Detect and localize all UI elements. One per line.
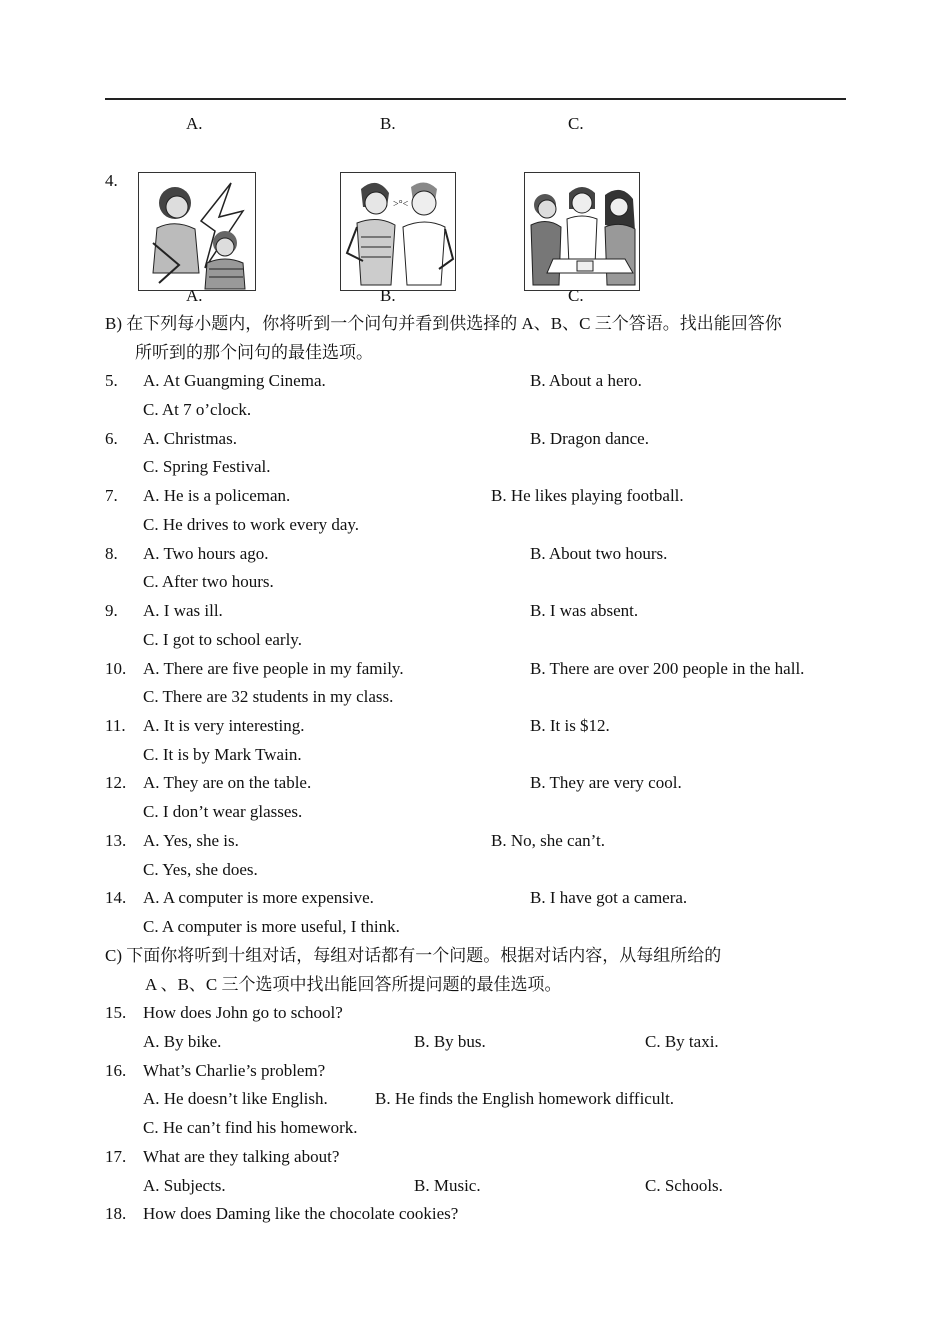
header-rule	[105, 98, 846, 100]
q4-picture-b	[340, 172, 456, 291]
section-b-heading	[105, 309, 850, 367]
section-b-title-line2: 所听到的那个问句的最佳选项。	[135, 343, 373, 362]
q17-option-b: B. Music.	[414, 1176, 481, 1195]
q6-option-a: A. Christmas.	[143, 429, 237, 448]
q5-option-c: C. At 7 o’clock.	[143, 400, 252, 419]
q7-number: 7.	[105, 486, 118, 505]
q6-number: 6.	[105, 429, 118, 448]
q9-number: 9.	[105, 601, 118, 620]
arguing-illustration	[341, 173, 455, 290]
q12-option-a: A. They are on the table.	[143, 773, 312, 792]
q15-option-b: B. By bus.	[414, 1032, 486, 1051]
q14-option-b: B. I have got a camera.	[530, 888, 688, 907]
q10-option-c: C. There are 32 students in my class.	[143, 687, 394, 706]
q16-option-a: A. He doesn’t like English.	[143, 1089, 328, 1108]
q8-option-b: B. About two hours.	[530, 544, 668, 563]
q11-option-a: A. It is very interesting.	[143, 716, 305, 735]
group-chat-illustration	[525, 173, 639, 290]
q3-label-c: C.	[568, 114, 584, 133]
q15-option-c: C. By taxi.	[645, 1032, 719, 1051]
q13-option-c: C. Yes, she does.	[143, 860, 258, 879]
q11-option-b: B. It is $12.	[530, 716, 610, 735]
q17-option-a: A. Subjects.	[143, 1176, 226, 1195]
q7-option-c: C. He drives to work every day.	[143, 515, 360, 534]
section-b-title-line1: B) 在下列每小题内，你将听到一个问句并看到供选择的 A、B、C 三个答语。找出能回答你	[105, 314, 782, 333]
q6-option-c: C. Spring Festival.	[143, 457, 271, 476]
q5-option-a: A. At Guangming Cinema.	[143, 371, 326, 390]
q13-number: 13.	[105, 831, 127, 850]
q17-number: 17.	[105, 1147, 127, 1166]
q16-option-c: C. He can’t find his homework.	[143, 1118, 358, 1137]
q11-option-c: C. It is by Mark Twain.	[143, 745, 302, 764]
q9-option-b: B. I was absent.	[530, 601, 639, 620]
section-c-title-line2: A 、B、C 三个选项中找出能回答所提问题的最佳选项。	[145, 975, 562, 994]
q7-option-a: A. He is a policeman.	[143, 486, 291, 505]
q4-label-c: C.	[568, 286, 584, 305]
q8-number: 8.	[105, 544, 118, 563]
q5-number: 5.	[105, 371, 118, 390]
q14-option-c: C. A computer is more useful, I think.	[143, 917, 400, 936]
q15-option-a: A. By bike.	[143, 1032, 222, 1051]
q4-picture-c	[524, 172, 640, 291]
q8-option-a: A. Two hours ago.	[143, 544, 269, 563]
q10-option-b: B. There are over 200 people in the hall.	[530, 659, 805, 678]
q4-label-b: B.	[380, 286, 396, 305]
q13-option-a: A. Yes, she is.	[143, 831, 239, 850]
q17-option-c: C. Schools.	[645, 1176, 723, 1195]
q9-option-c: C. I got to school early.	[143, 630, 302, 649]
q5-option-b: B. About a hero.	[530, 371, 642, 390]
q17-question: What are they talking about?	[143, 1147, 340, 1166]
phone-call-illustration	[139, 173, 255, 290]
q4-number: 4.	[105, 171, 118, 190]
q15-question: How does John go to school?	[143, 1003, 343, 1022]
q11-number: 11.	[105, 716, 126, 735]
q4-picture-a	[138, 172, 256, 291]
q16-option-b: B. He finds the English homework difficult.	[375, 1089, 675, 1108]
section-c-title-line1: C) 下面你将听到十组对话，每组对话都有一个问题。根据对话内容，从每组所给的	[105, 946, 722, 965]
q16-question: What’s Charlie’s problem?	[143, 1061, 326, 1080]
q10-option-a: A. There are five people in my family.	[143, 659, 404, 678]
q4-label-a: A.	[186, 286, 203, 305]
q9-option-a: A. I was ill.	[143, 601, 223, 620]
q12-option-c: C. I don’t wear glasses.	[143, 802, 303, 821]
q12-number: 12.	[105, 773, 127, 792]
q12-option-b: B. They are very cool.	[530, 773, 682, 792]
q18-question: How does Daming like the chocolate cookies?	[143, 1204, 459, 1223]
q7-option-b: B. He likes playing football.	[491, 486, 684, 505]
q10-number: 10.	[105, 659, 127, 678]
q3-label-b: B.	[380, 114, 396, 133]
q3-label-a: A.	[186, 114, 203, 133]
q6-option-b: B. Dragon dance.	[530, 429, 649, 448]
q15-number: 15.	[105, 1003, 127, 1022]
section-c-heading	[105, 941, 850, 999]
q13-option-b: B. No, she can’t.	[491, 831, 605, 850]
q8-option-c: C. After two hours.	[143, 572, 274, 591]
q16-number: 16.	[105, 1061, 127, 1080]
q14-option-a: A. A computer is more expensive.	[143, 888, 374, 907]
q18-number: 18.	[105, 1204, 127, 1223]
q14-number: 14.	[105, 888, 127, 907]
svg-text:>°<: >°<	[393, 199, 409, 210]
